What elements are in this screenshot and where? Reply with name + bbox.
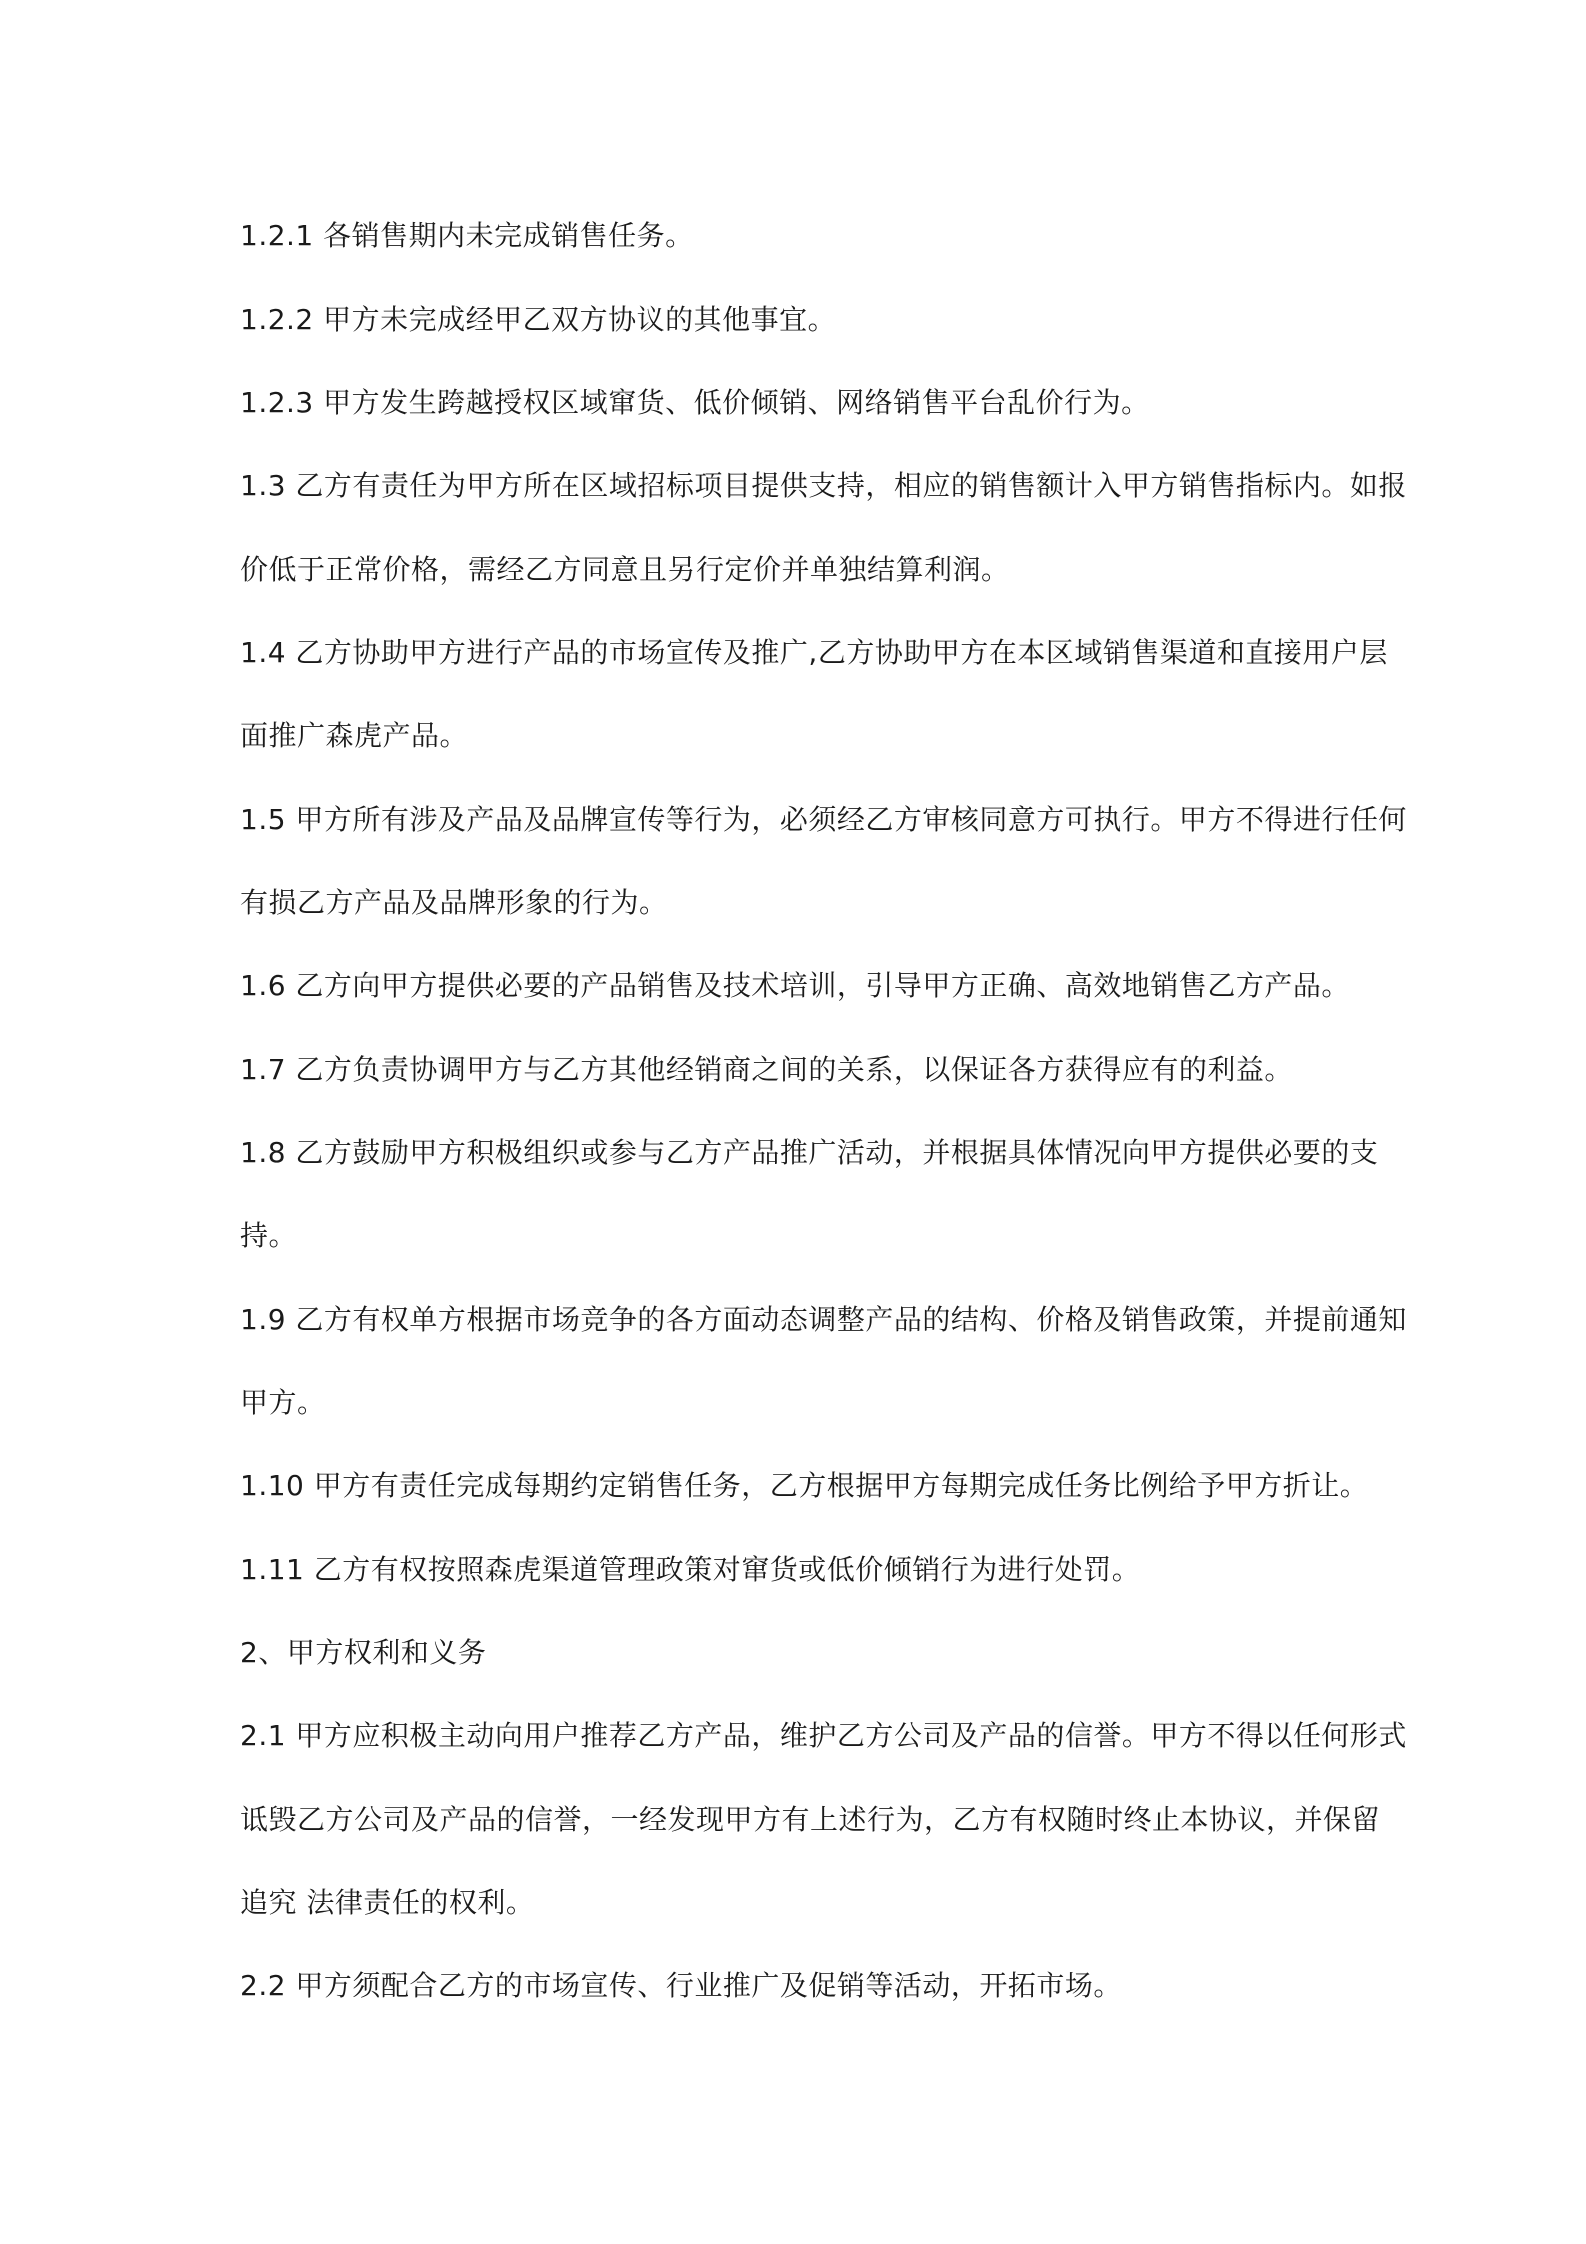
clause-1-4-line-2: 面推广森虎产品。 xyxy=(240,719,469,752)
clause-1-8-line-2: 持。 xyxy=(240,1219,298,1252)
clause-1-2-1: 1.2.1 各销售期内未完成销售任务。 xyxy=(240,219,694,252)
clause-1-3-line-1: 1.3 乙方有责任为甲方所在区域招标项目提供支持，相应的销售额计入甲方销售指标内。如报 xyxy=(240,469,1407,502)
clause-2-1-line-3: 追究 法律责任的权利。 xyxy=(240,1886,535,1919)
clause-1-2-3: 1.2.3 甲方发生跨越授权区域窜货、低价倾销、网络销售平台乱价行为。 xyxy=(240,386,1150,419)
clause-1-5-line-1: 1.5 甲方所有涉及产品及品牌宣传等行为，必须经乙方审核同意方可执行。甲方不得进行任何 xyxy=(240,803,1407,836)
clause-2-1-line-1: 2.1 甲方应积极主动向用户推荐乙方产品，维护乙方公司及产品的信誉。甲方不得以任何形式 xyxy=(240,1719,1407,1752)
clause-1-3-line-2: 价低于正常价格，需经乙方同意且另行定价并单独结算利润。 xyxy=(240,553,1010,586)
clause-1-5-line-2: 有损乙方产品及品牌形象的行为。 xyxy=(240,886,668,919)
clause-1-9-line-2: 甲方。 xyxy=(240,1386,326,1419)
clause-1-8-line-1: 1.8 乙方鼓励甲方积极组织或参与乙方产品推广活动，并根据具体情况向甲方提供必要的支 xyxy=(240,1136,1379,1169)
clause-2-2: 2.2 甲方须配合乙方的市场宣传、行业推广及促销等活动，开拓市场。 xyxy=(240,1969,1122,2002)
clause-1-4-line-1: 1.4 乙方协助甲方进行产品的市场宣传及推广,乙方协助甲方在本区域销售渠道和直接用户层 xyxy=(240,636,1388,669)
clause-1-10: 1.10 甲方有责任完成每期约定销售任务，乙方根据甲方每期完成任务比例给予甲方折让。 xyxy=(240,1469,1369,1502)
clause-1-2-2: 1.2.2 甲方未完成经甲乙双方协议的其他事宜。 xyxy=(240,303,837,336)
clause-1-7: 1.7 乙方负责协调甲方与乙方其他经销商之间的关系，以保证各方获得应有的利益。 xyxy=(240,1053,1293,1086)
clause-1-6: 1.6 乙方向甲方提供必要的产品销售及技术培训，引导甲方正确、高效地销售乙方产品。 xyxy=(240,969,1350,1002)
clause-1-11: 1.11 乙方有权按照森虎渠道管理政策对窜货或低价倾销行为进行处罚。 xyxy=(240,1553,1141,1586)
clause-1-9-line-1: 1.9 乙方有权单方根据市场竞争的各方面动态调整产品的结构、价格及销售政策，并提前通知 xyxy=(240,1303,1407,1336)
clause-2-1-line-2: 诋毁乙方公司及产品的信誉，一经发现甲方有上述行为，乙方有权随时终止本协议，并保留 xyxy=(240,1803,1381,1836)
section-2-heading: 2、甲方权利和义务 xyxy=(240,1636,487,1669)
